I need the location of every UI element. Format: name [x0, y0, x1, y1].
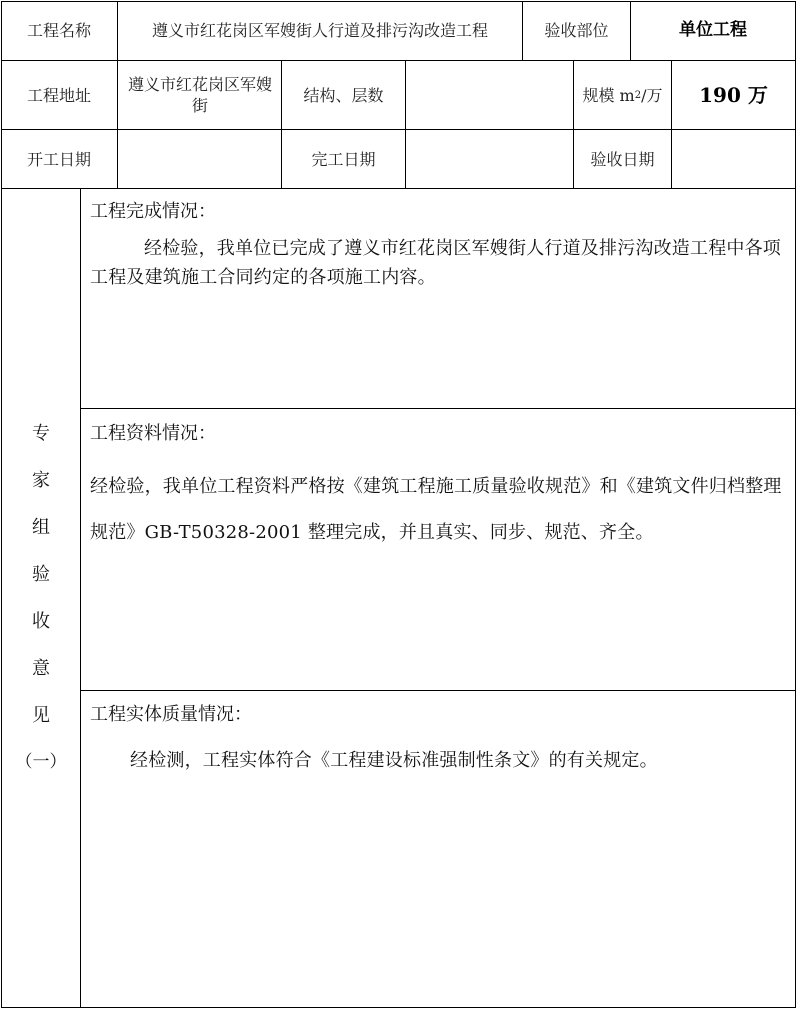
quality-heading: 工程实体质量情况：: [90, 704, 252, 725]
project-name-label: 工程名称: [26, 21, 91, 40]
side-title-char: 专: [32, 423, 50, 444]
scale-label-sup: 2: [634, 89, 642, 101]
completion-heading: 工程完成情况：: [90, 201, 216, 222]
section-divider-2: [80, 690, 796, 691]
border-right: [795, 1, 796, 1008]
acceptance-date-label: 验收日期: [590, 149, 655, 169]
structure-value: [406, 61, 573, 129]
quality-body: 经检测，工程实体符合《工程建设标准强制性条文》的有关规定。: [130, 750, 658, 771]
acceptance-date-value: [672, 130, 795, 188]
acceptance-part-label: 验收部位: [544, 21, 609, 40]
expert-opinion-side-title: [2, 410, 80, 786]
documentation-section: [90, 420, 790, 685]
structure-label: 结构、层数: [303, 85, 384, 105]
start-date-value: [118, 130, 281, 188]
completion-date-value: [406, 130, 573, 188]
scale-value: 190 万: [699, 82, 768, 107]
section-divider-1: [80, 408, 796, 409]
side-title-char: （一）: [15, 752, 67, 772]
side-title-char: 组: [32, 517, 50, 538]
project-name-value: 遵义市红花岗区军嫂街人行道及排污沟改造工程: [151, 21, 488, 40]
scale-label-suffix: /万: [641, 85, 663, 105]
border-bottom: [1, 1007, 796, 1008]
col-divider-side-title: [80, 188, 81, 1008]
completion-body: 经检验，我单位已完成了遵义市红花岗区军嫂街人行道及排污沟改造工程中各项工程及建筑施工合同约定的各项施工内容。: [90, 238, 781, 288]
side-title-char: 收: [32, 611, 50, 632]
side-title-char: 见: [32, 705, 50, 726]
quality-section: [90, 701, 790, 1001]
scale-label-prefix: 规模 m: [582, 85, 635, 105]
address-value: 遵义市红花岗区军嫂街: [127, 75, 272, 115]
start-date-label: 开工日期: [26, 149, 91, 169]
scale-label: [574, 61, 671, 129]
side-title-char: 意: [32, 658, 50, 679]
row-divider-3: [1, 188, 796, 189]
documentation-body: 经检验，我单位工程资料严格按《建筑工程施工质量验收规范》和《建筑文件归档整理规范》GB-T50328-2001 整理完成，并且真实、同步、规范、齐全。: [90, 476, 782, 543]
documentation-heading: 工程资料情况：: [90, 423, 216, 444]
completion-date-label: 完工日期: [311, 149, 376, 169]
completion-section: [90, 198, 790, 403]
side-title-char: 验: [32, 564, 50, 585]
address-label: 工程地址: [26, 85, 91, 105]
side-title-char: 家: [32, 470, 50, 491]
acceptance-part-value: 单位工程: [679, 20, 747, 40]
